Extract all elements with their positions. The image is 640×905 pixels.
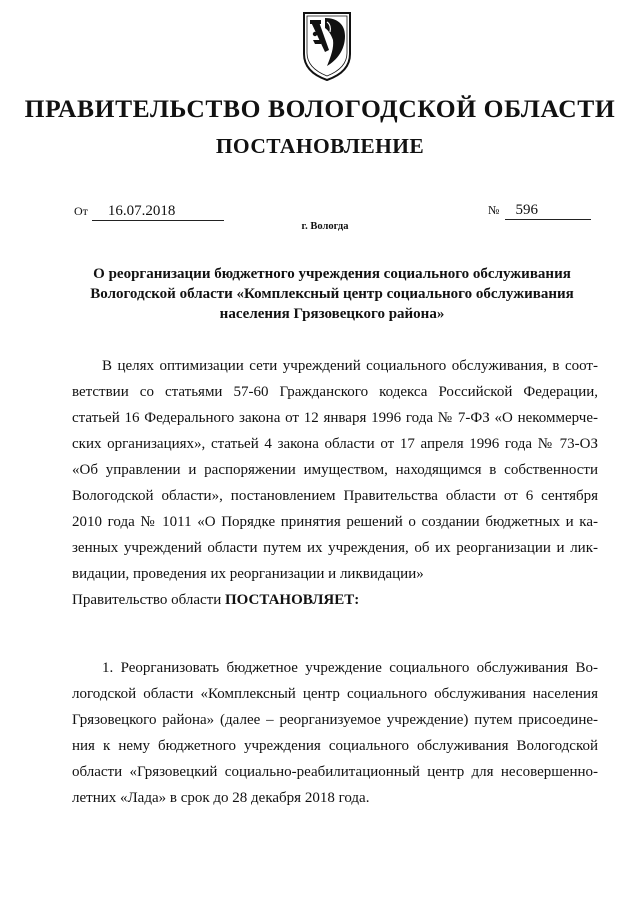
- government-title: ПРАВИТЕЛЬСТВО ВОЛОГОДСКОЙ ОБЛАСТИ: [24, 94, 616, 123]
- document-date: [74, 203, 224, 221]
- subject-line: О реорганизации бюджетного учреждения социального обслуживания: [93, 266, 571, 282]
- point-1-line: области «Грязовецкий социально-реабилитационный центр для несовершенно-: [72, 764, 598, 780]
- preamble-line: 2010 года № 1011 «О Порядке принятия решений о создании бюджетных и ка-: [72, 514, 598, 530]
- resolves-line: [72, 587, 598, 613]
- document-subject: [70, 264, 594, 324]
- preamble-line: видации, проведения их реорганизации и ликвидации»: [72, 566, 424, 582]
- subject-line: населения Грязовецкого района»: [219, 306, 445, 322]
- coat-of-arms-icon: [301, 10, 353, 82]
- preamble-line: Вологодской области», постановлением Правительства области от 6 сентября: [72, 488, 598, 504]
- point-1-line: летних «Лада» в срок до 28 декабря 2018 года.: [72, 790, 370, 806]
- preamble-line: зенных учреждений области путем их учреждения, об их реорганизации и лик-: [72, 540, 598, 556]
- number-prefix: №: [488, 203, 500, 217]
- city: г. Вологда: [301, 221, 349, 232]
- preamble-line: ских организациях», статьей 4 закона области от 17 апреля 1996 года № 73-ОЗ: [72, 436, 598, 452]
- preamble-line: ветствии со статьями 57-60 Гражданского кодекса Российской Федерации,: [72, 384, 598, 400]
- point-1-line: Грязовецкого района» (далее – реорганизуемое учреждение) путем присоедине-: [72, 712, 598, 728]
- point-1-line: 1. Реорганизовать бюджетное учреждение социального обслуживания Во-: [102, 660, 598, 676]
- date-prefix: От: [74, 204, 88, 218]
- document-number: [488, 202, 591, 220]
- subject-line: Вологодской области «Комплексный центр социального обслуживания: [90, 286, 574, 302]
- point-1-line: ния к нему бюджетного учреждения социального обслуживания Вологодской: [72, 738, 598, 754]
- preamble-line: «Об управлении и распоряжении имуществом, находящимся в собственности: [72, 462, 598, 478]
- preamble-line: В целях оптимизации сети учреждений социального обслуживания, в соот-: [102, 358, 598, 374]
- resolves-word: ПОСТАНОВЛЯЕТ:: [224, 592, 360, 608]
- point-1-line: логодской области «Комплексный центр социального обслуживания населения: [72, 686, 598, 702]
- resolves-prefix: Правительство области: [72, 592, 225, 608]
- preamble-line: статьей 16 Федерального закона от 12 января 1996 года № 7-ФЗ «О некоммерче-: [72, 410, 598, 426]
- document-body: [72, 353, 598, 811]
- paragraph-gap: [72, 613, 598, 655]
- number-value: 596: [505, 202, 591, 220]
- date-value: 16.07.2018: [92, 203, 224, 221]
- document-type: ПОСТАНОВЛЕНИЕ: [215, 134, 425, 158]
